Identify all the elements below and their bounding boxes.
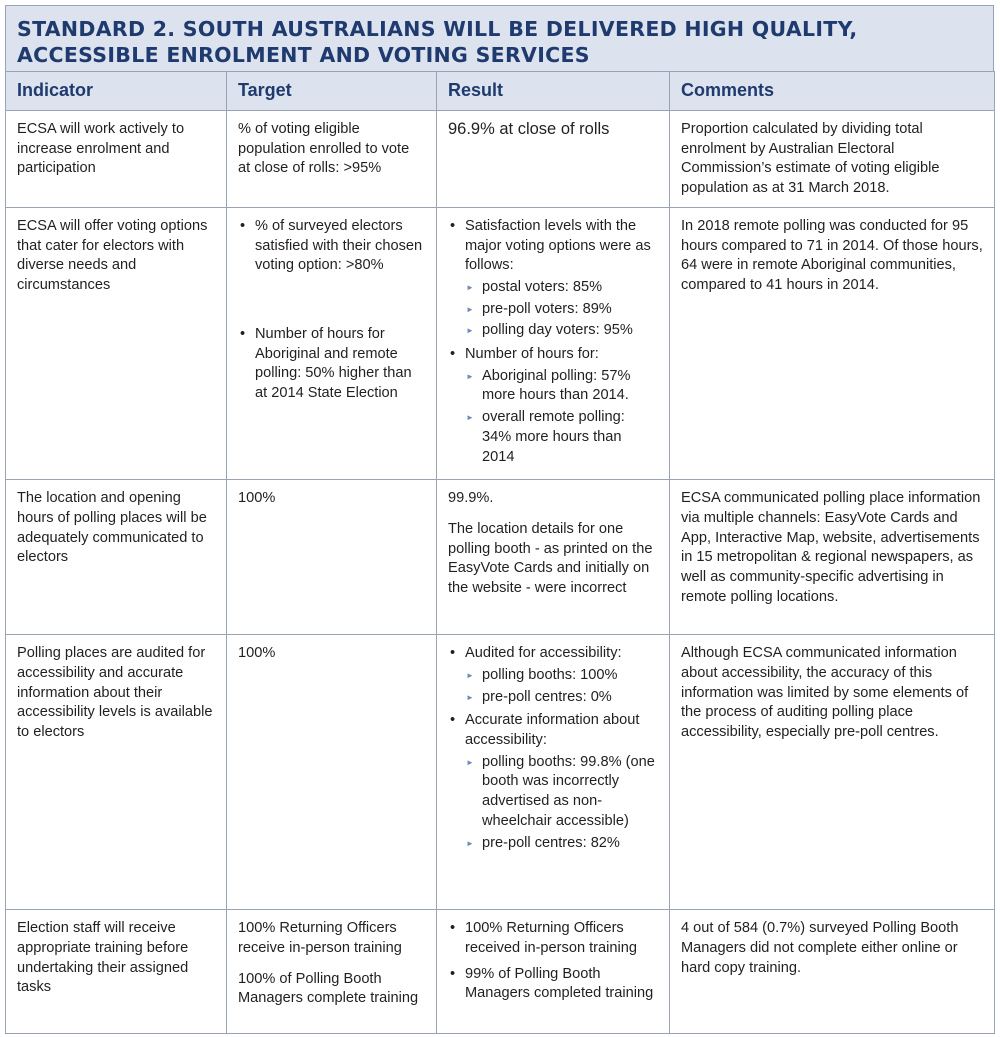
result-bullet <box>448 217 658 341</box>
result-sub-item: ► postal voters: 85% <box>465 278 658 298</box>
result-sub-item: ► polling booths: 100% <box>465 666 658 686</box>
target-bullet: • % of surveyed electors satisfied with their chosen voting option: >80% <box>238 217 425 276</box>
result-bullet <box>448 644 658 707</box>
target-bullet: • Number of hours for Aboriginal and remote polling: 50% higher than at 2014 State Election <box>238 325 425 404</box>
result-bullet: • 99% of Polling Booth Managers completed training <box>448 965 658 1004</box>
result-bullet <box>448 345 658 467</box>
comments-cell: ECSA communicated polling place information via multiple channels: EasyVote Cards and App, Interactive Map, website, advertisements in 15 metropolitan & regional newspapers, as well as community-specific advertising in remote polling locations. <box>670 480 995 635</box>
target-cell: 100% <box>227 480 437 635</box>
result-cell <box>437 207 670 479</box>
comments-cell: In 2018 remote polling was conducted for 95 hours compared to 71 in 2014. Of those hours, 64 were in remote Aboriginal communities, compared to 41 hours in 2014. <box>670 207 995 479</box>
table-title: STANDARD 2. SOUTH AUSTRALIANS WILL BE DELIVERED HIGH QUALITY, ACCESSIBLE ENROLMENT AND VOTING SERVICES <box>5 5 994 71</box>
target-cell: % of voting eligible population enrolled to vote at close of rolls: >95% <box>227 111 437 208</box>
result-bullet-text: Number of hours for: <box>465 346 599 363</box>
target-cell: 100% <box>227 635 437 910</box>
column-header-target: Target <box>227 72 437 111</box>
column-header-comments: Comments <box>670 72 995 111</box>
result-cell <box>437 480 670 635</box>
result-bullet <box>448 711 658 853</box>
header-row <box>6 72 995 111</box>
result-sub-item: ► Aboriginal polling: 57% more hours than 2014. <box>465 367 658 406</box>
standards-table <box>5 71 995 1034</box>
table-row <box>6 207 995 479</box>
table-row <box>6 635 995 910</box>
indicator-cell: Polling places are audited for accessibility and accurate information about their accessibility levels is available to electors <box>6 635 227 910</box>
result-paragraph: The location details for one polling booth - as printed on the EasyVote Cards and initially on the website - were incorrect <box>448 520 653 597</box>
result-sub-item: ► pre-poll centres: 0% <box>465 688 658 708</box>
column-header-result: Result <box>437 72 670 111</box>
result-sub-item: ► polling booths: 99.8% (one booth was incorrectly advertised as non-wheelchair accessible) <box>465 753 658 832</box>
column-header-indicator: Indicator <box>6 72 227 111</box>
result-sub-item: ► pre-poll centres: 82% <box>465 834 658 854</box>
result-cell <box>437 635 670 910</box>
result-bullet-text: Satisfaction levels with the major voting options were as follows: <box>465 217 651 274</box>
result-sub-item: ► pre-poll voters: 89% <box>465 300 658 320</box>
target-cell <box>227 910 437 1034</box>
result-cell: 96.9% at close of rolls <box>437 111 670 208</box>
indicator-cell: ECSA will work actively to increase enrolment and participation <box>6 111 227 208</box>
result-sub-item: ► overall remote polling: 34% more hours than 2014 <box>465 408 658 467</box>
indicator-cell: ECSA will offer voting options that cater for electors with diverse needs and circumstances <box>6 207 227 479</box>
target-paragraph: 100% Returning Officers receive in-person training <box>238 920 402 956</box>
indicator-cell: The location and opening hours of polling places will be adequately communicated to electors <box>6 480 227 635</box>
comments-cell: Proportion calculated by dividing total enrolment by Australian Electoral Commission’s estimate of voting eligible population as at 31 March 2018. <box>670 111 995 208</box>
result-bullet: • 100% Returning Officers received in-person training <box>448 919 658 958</box>
result-cell <box>437 910 670 1034</box>
table-row <box>6 480 995 635</box>
table-row <box>6 111 995 208</box>
result-sub-item: ► polling day voters: 95% <box>465 321 658 341</box>
comments-cell: 4 out of 584 (0.7%) surveyed Polling Booth Managers did not complete either online or hard copy training. <box>670 910 995 1034</box>
result-paragraph: 99.9%. <box>448 490 494 507</box>
target-cell <box>227 207 437 479</box>
result-bullet-text: Audited for accessibility: <box>465 645 622 662</box>
standard-2-table-frame <box>5 5 994 1034</box>
table-row <box>6 910 995 1034</box>
target-paragraph: 100% of Polling Booth Managers complete training <box>238 970 419 1007</box>
comments-cell: Although ECSA communicated information about accessibility, the accuracy of this information was limited by some elements of the process of auditing polling place accessibility, especially pre-poll centres. <box>670 635 995 910</box>
indicator-cell: Election staff will receive appropriate training before undertaking their assigned tasks <box>6 910 227 1034</box>
result-bullet-text: Accurate information about accessibility: <box>465 712 640 749</box>
